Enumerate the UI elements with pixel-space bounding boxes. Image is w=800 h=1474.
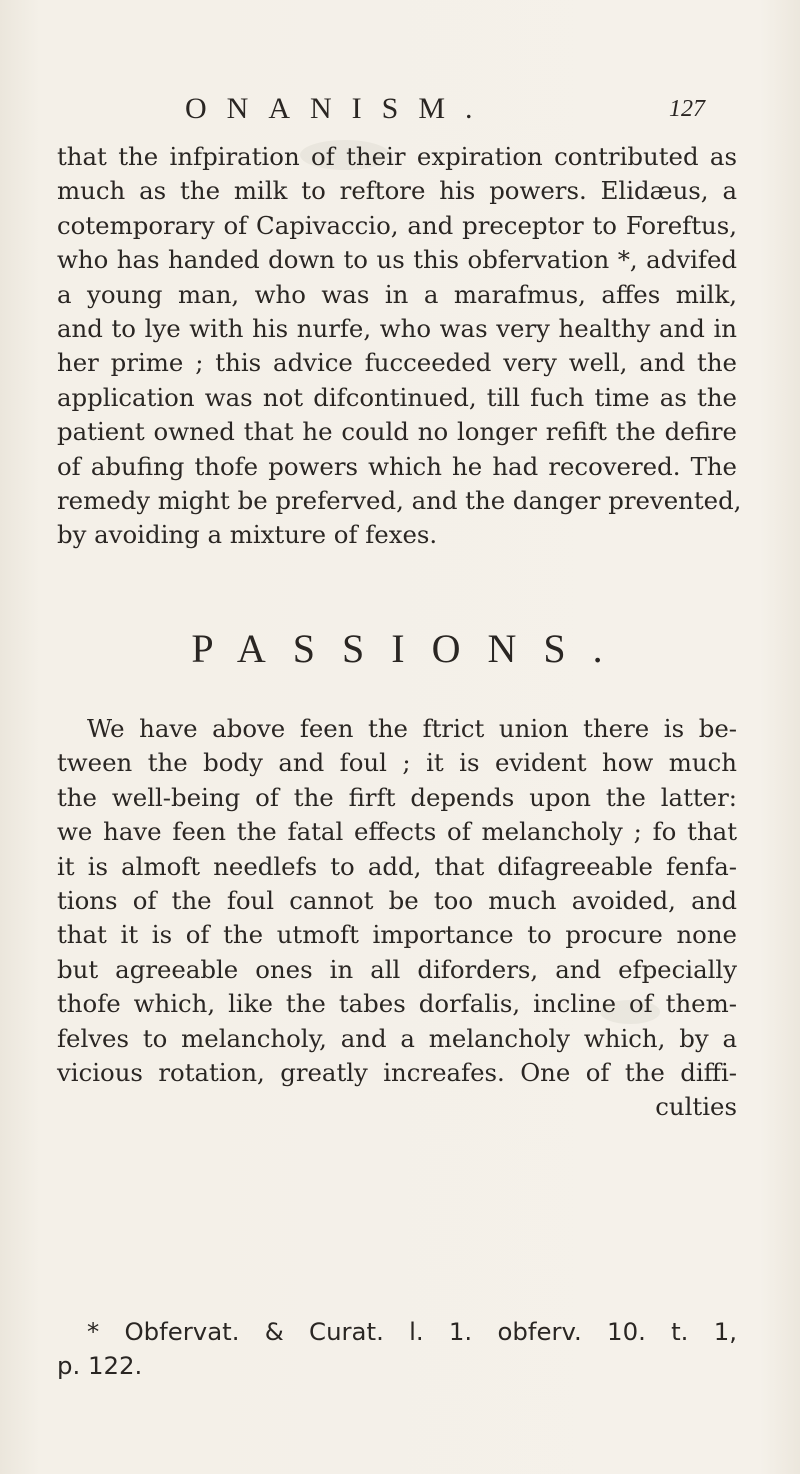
text-line: and to lye with his nurfe, who was very healthy and in — [57, 314, 737, 344]
catchword: culties — [655, 1092, 737, 1122]
footnote-line: p. 122. — [57, 1351, 143, 1380]
section-heading: PASSIONS. — [191, 626, 630, 671]
text-line: tween the body and foul ; it is evident how much — [57, 748, 737, 778]
text-line: the well-being of the firft depends upon the latter: — [57, 782, 737, 812]
text-line: that it is of the utmoft importance to procure none — [57, 920, 737, 950]
text-line: her prime ; this advice fucceeded very well, and the — [57, 348, 737, 378]
text-line: thofe which, like the tabes dorfalis, incline of them- — [57, 989, 737, 1019]
text-line: application was not difcontinued, till fuch time as the — [57, 382, 737, 412]
text-line: cotemporary of Capivaccio, and preceptor to Foreftus, — [57, 210, 737, 240]
text-line: a young man, who was in a marafmus, affes milk, — [57, 279, 737, 309]
text-line: patient owned that he could no longer refift the defire — [57, 417, 737, 447]
running-title: ONANISM. — [185, 92, 493, 125]
text-line: but agreeable ones in all diforders, and efpecially — [57, 954, 737, 984]
footnote-line: * Obfervat. & Curat. l. 1. obferv. 10. t. 1, — [87, 1317, 737, 1346]
body-paragraph-2 — [57, 712, 737, 1125]
text-line: of abufing thofe powers which he had recovered. The — [57, 451, 737, 481]
footnote — [57, 1315, 737, 1383]
text-line: tions of the foul cannot be too much avoided, and — [57, 886, 737, 916]
text-line: much as the milk to reftore his powers. Elidæus, a — [57, 176, 737, 206]
text-line: vicious rotation, greatly increafes. One of the diffi- — [57, 1058, 737, 1088]
page-header — [185, 92, 705, 136]
text-line: that the infpiration of their expiration contributed as — [57, 142, 737, 171]
text-line: who has handed down to us this obfervation *, advifed — [57, 245, 737, 275]
text-line: felves to melancholy, and a melancholy which, by a — [57, 1023, 737, 1053]
body-paragraph-1 — [57, 140, 742, 553]
page-number: 127 — [669, 96, 705, 122]
text-line: we have feen the fatal effects of melancholy ; fo that — [57, 817, 737, 847]
text-line: We have above feen the ftrict union there is be- — [87, 714, 737, 743]
text-line: by avoiding a mixture of fexes. — [57, 520, 438, 550]
text-line: it is almoft needlefs to add, that difagreeable fenfa- — [57, 851, 737, 881]
text-line: remedy might be preferved, and the danger prevented, — [57, 486, 742, 516]
